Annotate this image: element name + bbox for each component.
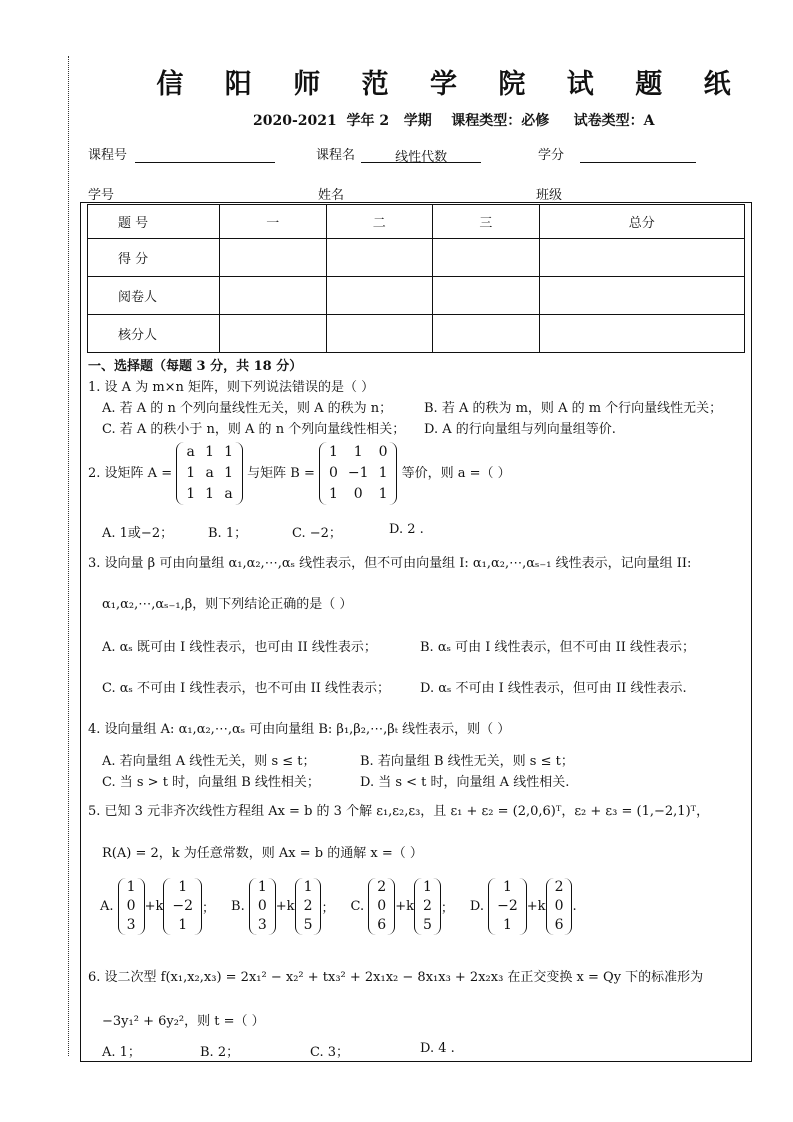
grader-cell[interactable] — [220, 277, 327, 315]
grader-cell[interactable] — [326, 277, 433, 315]
credit-input[interactable] — [580, 146, 696, 163]
course-no-field — [88, 144, 275, 163]
grader-cell[interactable] — [433, 277, 540, 315]
name-field — [318, 184, 478, 203]
q5-option-b: B. 1 0 3 +k 1 2 5 ； — [231, 879, 335, 933]
q2-prefix: 2. 设矩阵 A = — [88, 466, 173, 481]
q4-option-c: C. 当 s > t 时，向量组 B 线性相关； — [102, 775, 320, 790]
q1-option-d: D. A 的行向量组与列向量组等价. — [424, 422, 616, 437]
row-label-grader: 阅卷人 — [88, 277, 220, 315]
q1-option-a: A. 若 A 的 n 个列向量线性无关，则 A 的秩为 n； — [102, 401, 393, 416]
matrix-a: a 1 1 1 a 1 1 1 a — [176, 442, 243, 505]
score-row — [88, 239, 745, 277]
q3-line1: 3. 设向量 β 可由向量组 α₁,α₂,⋯,αₛ 线性表示，但不可由向量组 I: α₁,α₂,⋯,αₛ₋₁ 线性表示，记向量组 II: — [88, 556, 692, 571]
name-input[interactable] — [358, 186, 478, 203]
name-label: 姓名 — [318, 188, 345, 203]
score-cell[interactable] — [539, 239, 744, 277]
q2-suffix: 等价，则 a =（ ） — [401, 466, 511, 481]
student-no-input[interactable] — [136, 186, 276, 203]
student-no-field — [88, 184, 276, 203]
q2-option-d: D. 2 . — [389, 522, 424, 537]
class-label: 班级 — [536, 188, 563, 203]
q5-option-a: A. 1 0 3 +k 1 −2 1 ； — [100, 879, 216, 933]
q5-option-c: C. 2 0 6 +k 1 2 5 ； — [350, 879, 454, 933]
q3-option-b: B. αₛ 可由 I 线性表示，但不可由 II 线性表示； — [420, 640, 696, 655]
course-name-input[interactable]: 线性代数 — [361, 146, 481, 163]
q5-line1: 5. 已知 3 元非齐次线性方程组 Ax = b 的 3 个解 ε₁,ε₂,ε₃，且 ε₁ + ε₂ = (2,0,6)ᵀ，ε₂ + ε₃ = (1,−2,1)ᵀ， — [88, 804, 710, 819]
checker-cell[interactable] — [433, 315, 540, 353]
q3-line2: α₁,α₂,⋯,αₛ₋₁,β，则下列结论正确的是（ ） — [102, 597, 353, 612]
q5-line2: R(A) = 2，k 为任意常数，则 Ax = b 的通解 x =（ ） — [102, 846, 423, 861]
credit-field — [538, 144, 696, 163]
row-label-checker: 核分人 — [88, 315, 220, 353]
q2-option-c: C. −2； — [292, 526, 342, 541]
header-part-2: 二 — [326, 205, 433, 239]
grader-cell[interactable] — [539, 277, 744, 315]
q1-option-c: C. 若 A 的秩小于 n，则 A 的 n 个列向量线性相关； — [102, 422, 406, 437]
q3-option-d: D. αₛ 不可由 I 线性表示，但可由 II 线性表示. — [420, 681, 687, 696]
grader-row — [88, 277, 745, 315]
q4-option-a: A. 若向量组 A 线性无关，则 s ≤ t； — [102, 754, 316, 769]
q2-option-a: A. 1或−2； — [102, 526, 174, 541]
course-name-label: 课程名 — [316, 148, 356, 163]
header-part-3: 三 — [433, 205, 540, 239]
q3-option-c: C. αₛ 不可由 I 线性表示，也不可由 II 线性表示； — [102, 681, 390, 696]
checker-cell[interactable] — [539, 315, 744, 353]
q3-option-a: A. αₛ 既可由 I 线性表示，也可由 II 线性表示； — [102, 640, 377, 655]
q1-option-b: B. 若 A 的秩为 m，则 A 的 m 个行向量线性无关； — [424, 401, 723, 416]
checker-row — [88, 315, 745, 353]
q6-option-d: D. 4 . — [420, 1041, 455, 1056]
q6-option-c: C. 3； — [310, 1045, 350, 1060]
header-total: 总分 — [539, 205, 744, 239]
q2-middle: 与矩阵 B = — [247, 466, 315, 481]
checker-cell[interactable] — [326, 315, 433, 353]
q5-options — [100, 878, 577, 935]
q5-option-d: D. 1 −2 1 +k 2 0 6 . — [469, 879, 577, 933]
q6-option-b: B. 2； — [200, 1045, 240, 1060]
q6-option-a: A. 1； — [102, 1045, 141, 1060]
score-cell[interactable] — [220, 239, 327, 277]
q4-option-b: B. 若向量组 B 线性无关，则 s ≤ t； — [360, 754, 574, 769]
student-no-label: 学号 — [88, 188, 115, 203]
credit-label: 学分 — [538, 148, 565, 163]
q1-stem: 1. 设 A 为 m×n 矩阵，则下列说法错误的是（ ） — [88, 380, 375, 395]
course-no-input[interactable] — [135, 146, 275, 163]
q4-option-d: D. 当 s < t 时，向量组 A 线性相关. — [360, 775, 570, 790]
score-cell[interactable] — [326, 239, 433, 277]
q6-line1: 6. 设二次型 f(x₁,x₂,x₃) = 2x₁² − x₂² + tx₃² + 2x₁x₂ − 8x₁x₃ + 2x₂x₃ 在正交变换 x = Qy 下的标准形为 — [88, 970, 704, 985]
matrix-b: 1 1 0 0 −1 1 1 0 1 — [319, 442, 397, 505]
exam-subtitle: 2020-2021 学年 2 学期 课程类型：必修 试卷类型：A — [253, 113, 655, 129]
header-part-1: 一 — [220, 205, 327, 239]
q2-option-b: B. 1； — [208, 526, 248, 541]
binding-margin-dotted-line — [68, 56, 69, 1056]
q2-stem — [88, 442, 511, 505]
score-table — [87, 204, 745, 353]
course-name-field — [316, 144, 481, 163]
checker-cell[interactable] — [220, 315, 327, 353]
class-input[interactable] — [580, 186, 700, 203]
exam-title: 信 阳 师 范 学 院 试 题 纸 — [156, 69, 747, 100]
section-heading: 一、选择题（每题 3 分，共 18 分） — [88, 359, 303, 374]
course-no-label: 课程号 — [88, 148, 128, 163]
row-label-score: 得 分 — [88, 239, 220, 277]
header-question-no: 题 号 — [88, 205, 220, 239]
class-field — [536, 184, 700, 203]
q4-stem: 4. 设向量组 A: α₁,α₂,⋯,αₛ 可由向量组 B: β₁,β₂,⋯,βₜ 线性表示，则（ ） — [88, 722, 511, 737]
score-cell[interactable] — [433, 239, 540, 277]
q6-line2: −3y₁² + 6y₂²，则 t =（ ） — [102, 1014, 265, 1029]
score-table-header-row — [88, 205, 745, 239]
